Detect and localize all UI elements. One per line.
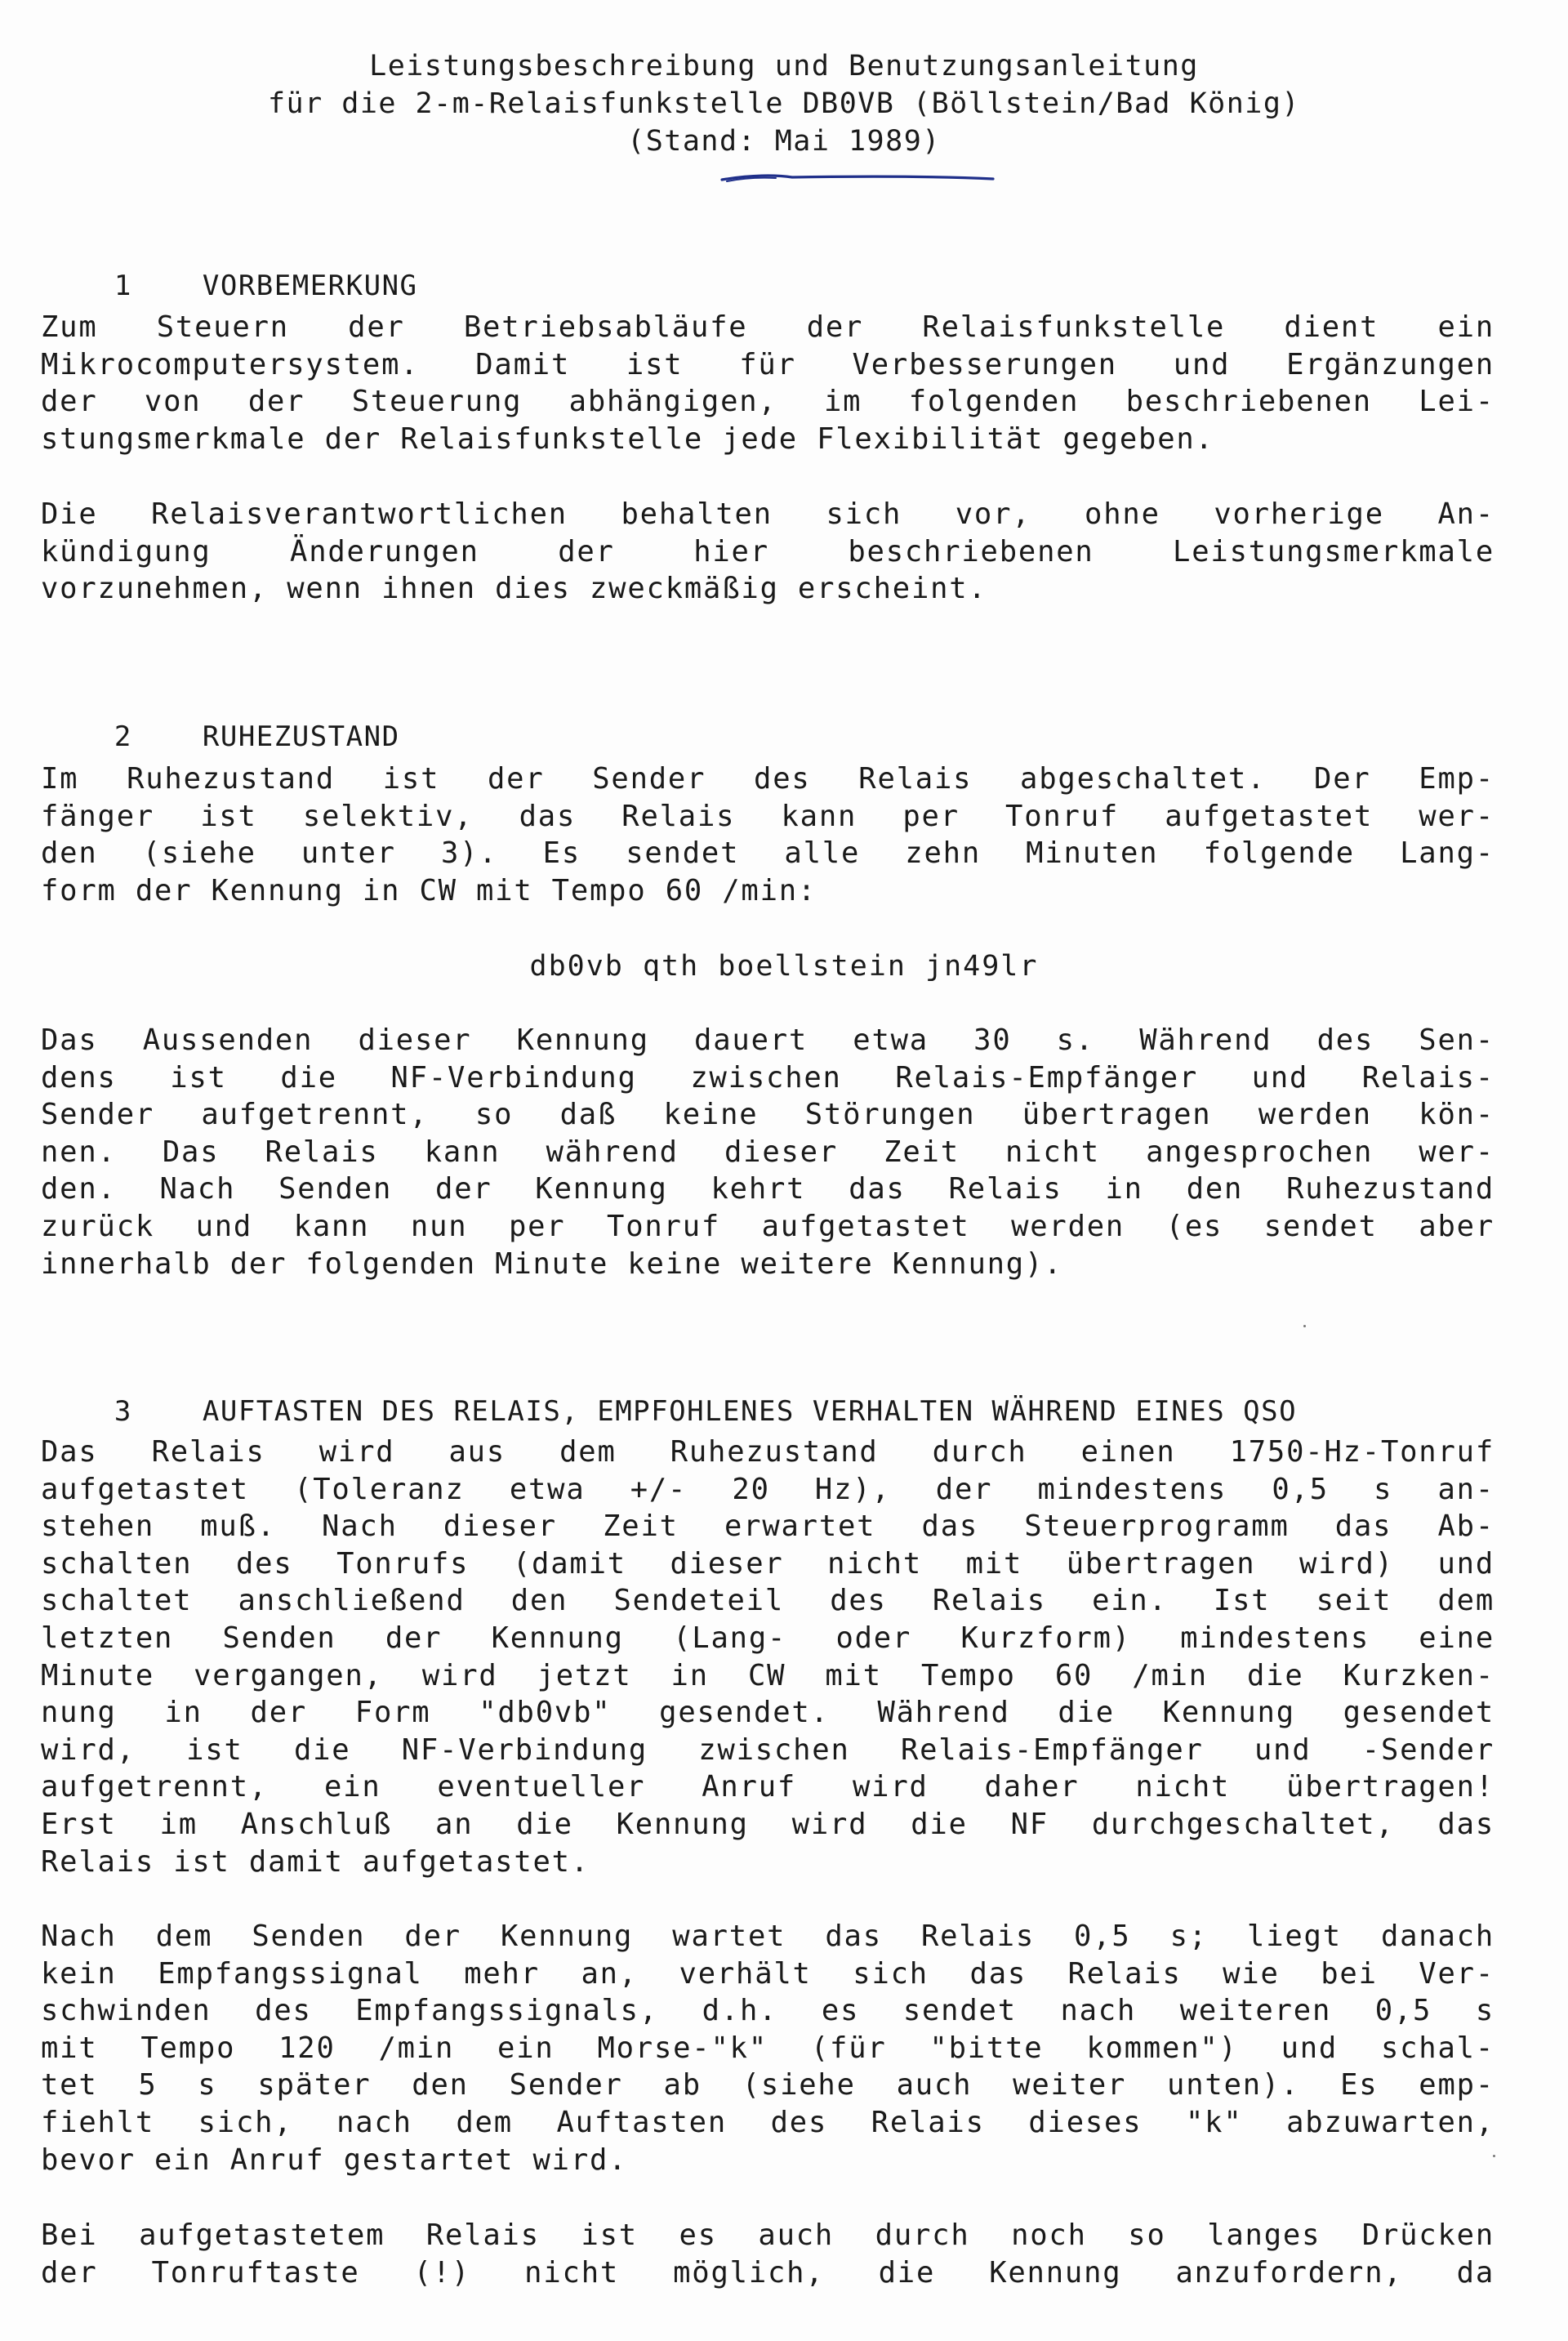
text-line: aufgetastet (Toleranz etwa +/- 20 Hz), der mindestens 0,5 s an- <box>41 1472 1494 1506</box>
text-line: kündigung Änderungen der hier beschriebenen Leistungsmerkmale <box>41 534 1494 569</box>
section-3-paragraph-3 <box>41 2217 1494 2291</box>
section-3-paragraph-1 <box>41 1434 1494 1880</box>
beacon-identifier: db0vb qth boellstein jn49lr <box>529 950 1039 983</box>
text-line: schalten des Tonrufs (damit dieser nicht mit übertragen wird) und <box>41 1546 1494 1581</box>
text-line: form der Kennung in CW mit Tempo 60 /min: <box>41 873 817 907</box>
text-line: Mikrocomputersystem. Damit ist für Verbesserungen und Ergänzungen <box>41 347 1494 381</box>
section-number: 2 <box>114 720 132 753</box>
text-line: stungsmerkmale der Relaisfunkstelle jede Flexibilität gegeben. <box>41 421 1214 456</box>
text-line: wird, ist die NF-Verbindung zwischen Relais-Empfänger und -Sender <box>41 1732 1494 1767</box>
text-line: den. Nach Senden der Kennung kehrt das Relais in den Ruhezustand <box>41 1172 1494 1206</box>
header-date: (Stand: Mai 1989) <box>627 125 941 158</box>
text-line: tet 5 s später den Sender ab (siehe auch weiter unten). Es emp- <box>41 2068 1494 2102</box>
text-line: Minute vergangen, wird jetzt in CW mit Tempo 60 /min die Kurzken- <box>41 1658 1494 1692</box>
text-line: Das Aussenden dieser Kennung dauert etwa 30 s. Während des Sen- <box>41 1023 1494 1057</box>
text-line: der Tonruftaste (!) nicht möglich, die Kennung anzufordern, da <box>41 2255 1494 2290</box>
section-1-paragraph-2 <box>41 496 1494 608</box>
text-line: kein Empfangssignal mehr an, verhält sich das Relais wie bei Ver- <box>41 1956 1494 1991</box>
text-line: stehen muß. Nach dieser Zeit erwartet das Steuerprogramm das Ab- <box>41 1509 1494 1544</box>
text-line: bevor ein Anruf gestartet wird. <box>41 2143 628 2177</box>
section-title: AUFTASTEN DES RELAIS, EMPFOHLENES VERHALTEN WÄHREND EINES QSO <box>202 1395 1298 1428</box>
text-line: schwinden des Empfangssignals, d.h. es sendet nach weiteren 0,5 s <box>41 1994 1494 2028</box>
section-3-paragraph-2 <box>41 1918 1494 2178</box>
text-line: vorzunehmen, wenn ihnen dies zweckmäßig erscheint. <box>41 572 987 606</box>
document-header <box>0 47 1568 160</box>
text-line: mit Tempo 120 /min ein Morse-"k" (für "bitte kommen") und schal- <box>41 2031 1494 2065</box>
text-line: fiehlt sich, nach dem Auftasten des Relais dieses "k" abzuwarten, <box>41 2105 1494 2139</box>
text-line: Zum Steuern der Betriebsabläufe der Relaisfunkstelle dient ein <box>41 310 1494 344</box>
text-line: Im Ruhezustand ist der Sender des Relais abgeschaltet. Der Emp- <box>41 762 1494 796</box>
header-subtitle: für die 2-m-Relaisfunkstelle DB0VB (Böllstein/Bad König) <box>267 87 1301 120</box>
text-line: schaltet anschließend den Sendeteil des Relais ein. Ist seit dem <box>41 1584 1494 1618</box>
text-line: Nach dem Senden der Kennung wartet das Relais 0,5 s; liegt danach <box>41 1920 1494 1953</box>
text-line: fänger ist selektiv, das Relais kann per Tonruf aufgetastet wer- <box>41 799 1494 833</box>
section-number: 3 <box>114 1395 132 1428</box>
section-2-paragraph-1 <box>41 760 1494 909</box>
text-line: Sender aufgetrennt, so daß keine Störungen übertragen werden kön- <box>41 1098 1494 1132</box>
text-line: nen. Das Relais kann während dieser Zeit nicht angesprochen wer- <box>41 1135 1494 1169</box>
handwritten-underline <box>719 173 996 185</box>
scan-speck <box>1493 2155 1495 2157</box>
text-line: der von der Steuerung abhängigen, im folgenden beschriebenen Lei- <box>41 385 1494 419</box>
section-1-paragraph-1 <box>41 309 1494 457</box>
text-line: aufgetrennt, ein eventueller Anruf wird daher nicht übertragen! <box>41 1770 1494 1804</box>
section-title: VORBEMERKUNG <box>202 270 418 302</box>
text-line: Bei aufgetastetem Relais ist es auch durch noch so langes Drücken <box>41 2218 1494 2252</box>
text-line: innerhalb der folgenden Minute keine weitere Kennung). <box>41 1246 1063 1281</box>
text-line: den (siehe unter 3). Es sendet alle zehn Minuten folgende Lang- <box>41 836 1494 871</box>
section-2-paragraph-2 <box>41 1022 1494 1282</box>
text-line: zurück und kann nun per Tonruf aufgetastet werden (es sendet aber <box>41 1209 1494 1243</box>
header-title: Leistungsbeschreibung und Benutzungsanleitung <box>369 50 1199 82</box>
text-line: Das Relais wird aus dem Ruhezustand durch einen 1750-Hz-Tonruf <box>41 1435 1494 1469</box>
text-line: Erst im Anschluß an die Kennung wird die NF durchgeschaltet, das <box>41 1807 1494 1841</box>
section-number: 1 <box>114 270 132 302</box>
scan-speck <box>1303 1325 1306 1327</box>
text-line: nung in der Form "db0vb" gesendet. Während die Kennung gesendet <box>41 1696 1494 1730</box>
text-line: dens ist die NF-Verbindung zwischen Relais-Empfänger und Relais- <box>41 1060 1494 1095</box>
section-title: RUHEZUSTAND <box>202 720 400 753</box>
text-line: Die Relaisverantwortlichen behalten sich vor, ohne vorherige An- <box>41 497 1494 531</box>
text-line: letzten Senden der Kennung (Lang- oder Kurzform) mindestens eine <box>41 1621 1494 1655</box>
text-line: Relais ist damit aufgetastet. <box>41 1844 590 1879</box>
